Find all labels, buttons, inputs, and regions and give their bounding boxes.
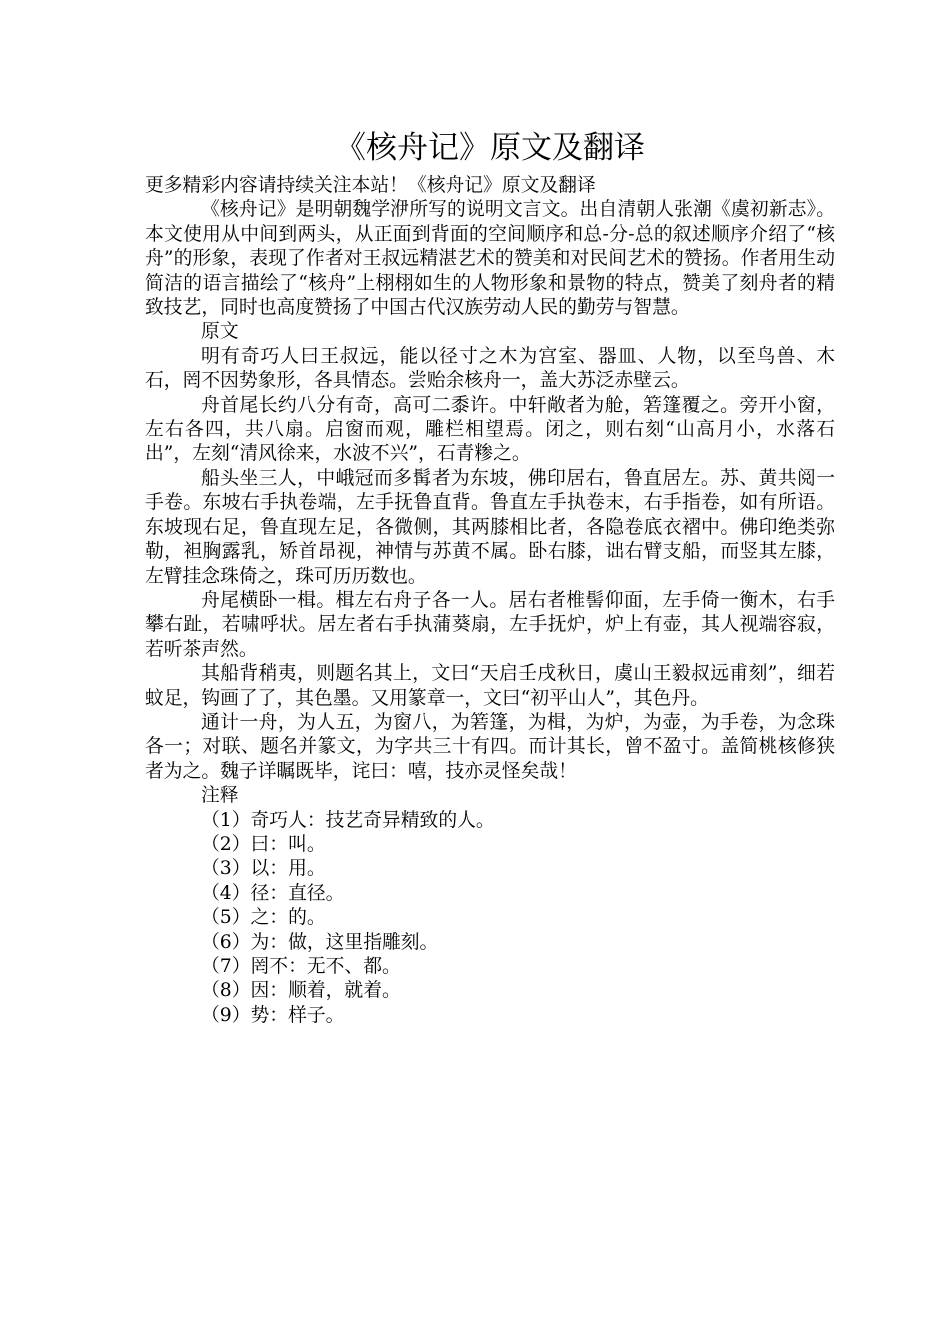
summary-paragraph: 《核舟记》是明朝魏学洢所写的说明文言文。出自清朝人张潮《虞初新志》。本文使用从中间到两头，从正面到背面的空间顺序和总-分-总的叙述顺序介绍了“核舟”的形象，表现了作者对王叔远精湛艺术的赞美和对民间艺术的赞扬。作者用生动简洁的语言描绘了“核舟”上栩栩如生的人物形象和景物的特点，赞美了刻舟者的精致技艺，同时也高度赞扬了中国古代汉族劳动人民的勤劳与智慧。 (145, 199, 835, 319)
original-paragraph: 船头坐三人，中峨冠而多髯者为东坡，佛印居右，鲁直居左。苏、黄共阅一手卷。东坡右手执卷端，左手抚鲁直背。鲁直左手执卷末，右手指卷，如有所语。东坡现右足，鲁直现左足，各微侧，其两膝相比者，各隐卷底衣褶中。佛印绝类弥勒，袒胸露乳，矫首昂视，神情与苏黄不属。卧右膝，诎右臂支船，而竖其左膝，左臂挂念珠倚之，珠可历历数也。 (145, 467, 835, 587)
note-item: （5）之：的。 (201, 907, 326, 929)
note-item: （9）势：样子。 (201, 1004, 345, 1026)
original-heading: 原文 (201, 321, 239, 343)
original-paragraph: 明有奇巧人曰王叔远，能以径寸之木为宫室、器皿、人物，以至鸟兽、木石，罔不因势象形，各具情态。尝贻余核舟一，盖大苏泛赤壁云。 (145, 345, 835, 392)
note-item: （6）为：做，这里指雕刻。 (201, 931, 439, 953)
notes-heading: 注释 (201, 785, 239, 807)
original-paragraph: 舟尾横卧一楫。楫左右舟子各一人。居右者椎髻仰面，左手倚一衡木，右手攀右趾，若啸呼状。居左者右手执蒲葵扇，左手抚炉，炉上有壶，其人视端容寂，若听茶声然。 (145, 589, 835, 660)
original-paragraph: 其船背稍夷，则题名其上，文曰“天启壬戌秋日，虞山王毅叔远甫刻”，细若蚊足，钩画了了，其色墨。又用篆章一，文曰“初平山人”，其色丹。 (145, 663, 835, 709)
original-paragraph: 舟首尾长约八分有奇，高可二黍许。中轩敞者为舱，箬篷覆之。旁开小窗，左右各四，共八扇。启窗而观，雕栏相望焉。闭之，则右刻“山高月小，水落石出”，左刻“清风徐来，水波不兴”，石青糁之。 (145, 394, 835, 465)
original-paragraph: 通计一舟，为人五，为窗八，为箬篷，为楫，为炉，为壶，为手卷，为念珠各一；对联、题名并篆文，为字共三十有四。而计其长，曾不盈寸。盖简桃核修狭者为之。魏子详瞩既毕，诧曰：嘻，技亦灵怪矣哉！ (145, 711, 835, 782)
notes-list (145, 809, 835, 1029)
note-item: （3）以：用。 (201, 858, 326, 880)
document-page (145, 128, 835, 1028)
note-item: （1）奇巧人：技艺奇异精致的人。 (201, 809, 495, 831)
note-item: （4）径：直径。 (201, 882, 345, 904)
note-item: （8）因：顺着，就着。 (201, 980, 401, 1002)
note-item: （7）罔不：无不、都。 (201, 956, 401, 977)
page-title: 《核舟记》原文及翻译 (335, 130, 645, 166)
intro-line: 更多精彩内容请持续关注本站！《核舟记》原文及翻译 (145, 175, 596, 196)
note-item: （2）曰：叫。 (201, 833, 326, 855)
